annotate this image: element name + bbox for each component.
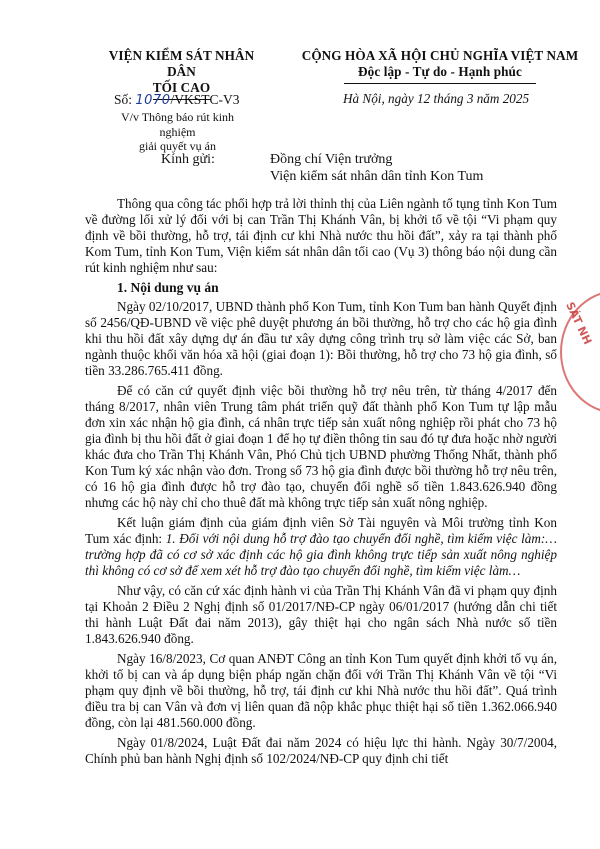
paragraph-decision: Ngày 02/10/2017, UBND thành phố Kon Tum, tỉnh Kon Tum ban hành Quyết định số 2456/QĐ-UBND về việc phê duyệt phương án bồi thường, hỗ trợ cho các hộ gia đình khi thu hồi đất xây dựng dự án đầu tư xây dựng công trình trụ sở làm việc các Sở, ban ngành thuộc khối văn hóa xã hội (giai đoạn 1): Bồi thường, hỗ trợ cho 73 hộ gia đình, số tiền 33.286.765.411 đồng. (85, 299, 557, 378)
document-subject (110, 110, 245, 154)
org-name-line2: TỐI CAO (152, 80, 211, 95)
recipient-line2: Viện kiểm sát nhân dân tỉnh Kon Tum (270, 169, 484, 184)
subject-line2: giải quyết vụ án (139, 139, 216, 153)
assessment-quote: 1. Đối với nội dung hỗ trợ đào tạo chuyển đổi nghề, tìm kiếm việc làm:… trường hợp đã có cơ sở xác định các hộ gia đình không trực tiếp sản xuất nông nghiệp thì không có cơ sở để xem xét hỗ trợ đào tạo chuyển đổi nghề, tìm kiếm việc làm… (85, 531, 557, 578)
doc-number-suffix: /VKSTC-V3 (170, 92, 240, 107)
doc-number-handwritten: 1070 (135, 93, 171, 108)
paragraph-violation: Như vậy, có căn cứ xác định hành vi của Trần Thị Khánh Vân đã vi phạm quy định tại Khoản 2 Điều 2 Nghị định số 01/2017/NĐ-CP ngày 06/01/2017 (hướng dẫn chi tiết thi hành Luật Đất đai năm 2013), gây thiệt hại cho ngân sách Nhà nước số tiền 1.843.626.940 đồng. (85, 583, 557, 646)
document-number (114, 92, 240, 108)
national-heading (290, 48, 590, 84)
org-name-line1: VIỆN KIỂM SÁT NHÂN DÂN (108, 48, 255, 79)
paragraph-prosecution: Ngày 16/8/2023, Cơ quan ANĐT Công an tỉnh Kon Tum quyết định khởi tố vụ án, khởi tố bị can và áp dụng biện pháp ngăn chặn đối với Trần Thị Khánh Vân về tội “Vi phạm quy định về bồi thường, hỗ trợ, tái định cư khi Nhà nước thu hồi đất”. Quá trình điều tra bị can Vân và đơn vị liên quan đã nộp khắc phục thiệt hại số tiền 1.362.066.940 đồng, còn lại 481.560.000 đồng. (85, 651, 557, 730)
nation-name: CỘNG HÒA XÃ HỘI CHỦ NGHĨA VIỆT NAM (301, 48, 579, 63)
paragraph-assessment (85, 515, 557, 579)
assessment-lead: Kết luận giám định của giám định viên Sở Tài nguyên và Môi trường tỉnh Kon Tum xác định: (85, 515, 557, 546)
place-date: Hà Nội, ngày 12 tháng 3 năm 2025 (343, 91, 530, 106)
motto-underline (344, 83, 536, 84)
intro-paragraph: Thông qua công tác phối hợp trả lời thỉnh thị của Liên ngành tố tụng tỉnh Kon Tum về đường lối xử lý đối với bị can Trần Thị Khánh Vân, bị khởi tố về tội “Vi phạm quy định về bồi thường, hỗ trợ, tái định cư khi Nhà nước thu hồi đất”, xảy ra tại thành phố Kom Tum, tỉnh Kon Tum, Viện kiểm sát nhân dân tối cao (Vụ 3) thông báo nội dung cần rút kinh nghiệm như sau: (85, 196, 557, 275)
recipient-label: Kính gửi: (161, 152, 215, 167)
paragraph-law-2024: Ngày 01/8/2024, Luật Đất đai năm 2024 có hiệu lực thi hành. Ngày 30/7/2004, Chính phủ ban hành Nghị định số 102/2024/NĐ-CP quy định chi tiết (85, 735, 557, 766)
document-body (85, 196, 557, 771)
stamp-text: SÁT NH (563, 300, 595, 347)
doc-number-prefix: Số: (114, 92, 136, 107)
paragraph-households: Để có căn cứ quyết định việc bồi thường hỗ trợ nêu trên, từ tháng 4/2017 đến tháng 8/2017, nhân viên Trung tâm phát triển quỹ đất thành phố Kon Tum tự lập mẫu đơn xin xác nhận hộ gia đình, cá nhân trực tiếp sản xuất nông nghiệp rồi phát cho 73 hộ gia đình bị thu hồi đất ở giai đoạn 1 để họ tự điền thông tin sau đó tự đưa hoặc nhờ người khác đưa cho Trần Thị Khánh Vân, Phó Chủ tịch UBND phường Thống Nhất, thành phố Kon Tum ký xác nhận vào đơn. Trong số 73 hộ gia đình được bồi thường hỗ trợ nêu trên, có 16 hộ gia đình được hỗ trợ đào tạo, chuyển đổi nghề số tiền 1.843.626.940 đồng nhưng các hộ này chỉ cho thuê đất mà không trực tiếp sản xuất nông nghiệp. (85, 383, 557, 510)
section-heading: 1. Nội dung vụ án (117, 280, 219, 295)
subject-line1: V/v Thông báo rút kinh nghiệm (120, 110, 235, 139)
nation-motto: Độc lập - Tự do - Hạnh phúc (358, 64, 522, 79)
recipient-line1: Đồng chí Viện trưởng (270, 152, 393, 167)
